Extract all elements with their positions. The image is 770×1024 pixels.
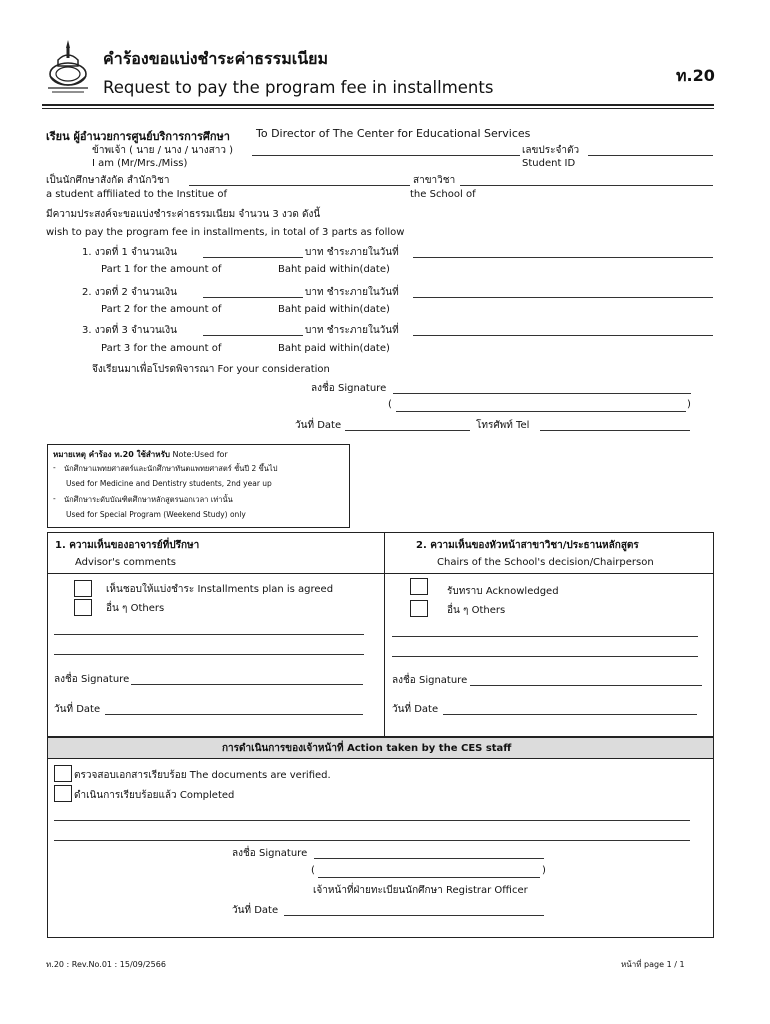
intent-english: wish to pay the program fee in installments, in total of 3 parts as follow [46,227,405,238]
part1-thai: 1. งวดที่ 1 จำนวนเงิน [82,247,177,258]
chair-date-label: วันที่ Date [392,704,439,715]
university-logo [44,36,92,96]
chair-title-english: Chairs of the School's decision/Chairperson [437,557,654,568]
school-label-thai: สาขาวิชา [413,175,456,186]
signature-field[interactable] [393,393,691,394]
staff-paren-close: ) [542,865,546,876]
staff-signature-label: ลงชื่อ Signature [232,848,308,859]
note-item1-english: Used for Medicine and Dentistry students, 2nd year up [66,479,272,488]
student-id-label-thai: เลขประจำตัว [522,145,580,156]
note-bullet-2: - [53,494,56,503]
comments-table-divider [384,532,385,737]
advisor-agreed-checkbox[interactable] [74,580,92,597]
part2-thai: 2. งวดที่ 2 จำนวนเงิน [82,287,177,298]
note-item2-english: Used for Special Program (Weekend Study) only [66,510,246,519]
part2-baht-thai: บาท ชำระภายในวันที่ [305,287,399,298]
note-bullet-1: - [53,463,56,472]
comments-header-line [47,573,714,574]
staff-printed-name-field[interactable] [318,877,540,878]
staff-completed-label: ดำเนินการเรียบร้อยแล้ว Completed [74,790,235,801]
chair-signature-field[interactable] [470,685,702,686]
advisor-date-label: วันที่ Date [54,704,101,715]
staff-paren-open: ( [311,865,315,876]
chair-title-thai: 2. ความเห็นของหัวหน้าสาขาวิชา/ประธานหลักสูตร [416,540,639,551]
note-title-thai: หมายเหตุ คำร้อง ท.20 ใช้สำหรับ [53,450,170,459]
staff-note-line-2[interactable] [54,840,690,841]
advisor-comment-line-1[interactable] [54,634,364,635]
advisor-others-label: อื่น ๆ Others [106,603,165,614]
staff-completed-checkbox[interactable] [54,785,72,802]
part1-date-field[interactable] [413,257,713,258]
header-divider-thin [42,108,714,109]
student-id-field[interactable] [588,155,713,156]
staff-date-field[interactable] [284,915,544,916]
name-field[interactable] [252,155,520,156]
note-title-english: Note:Used for [172,450,228,459]
form-code: ท.20 [676,66,715,85]
staff-title: การดำเนินการของเจ้าหน้าที่ Action taken by the CES staff [222,743,512,754]
chair-comment-line-2[interactable] [392,656,698,657]
title-thai: คำร้องขอแบ่งชำระค่าธรรมเนียม [103,49,329,68]
date-label: วันที่ Date [295,420,342,431]
advisor-comment-line-2[interactable] [54,654,364,655]
part2-english: Part 2 for the amount of [101,304,222,315]
name-label-thai: ข้าพเจ้า ( นาย / นาง / นางสาว ) [92,145,234,156]
part1-baht-thai: บาท ชำระภายในวันที่ [305,247,399,258]
part3-baht-english: Baht paid within(date) [278,343,390,354]
staff-verified-checkbox[interactable] [54,765,72,782]
date-field[interactable] [345,430,470,431]
part1-english: Part 1 for the amount of [101,264,222,275]
signature-label: ลงชื่อ Signature [311,383,387,394]
part3-english: Part 3 for the amount of [101,343,222,354]
part1-baht-english: Baht paid within(date) [278,264,390,275]
part3-date-field[interactable] [413,335,713,336]
staff-verified-label: ตรวจสอบเอกสารเรียบร้อย The documents are verified. [74,770,331,781]
part2-baht-english: Baht paid within(date) [278,304,390,315]
tel-field[interactable] [540,430,690,431]
to-english: To Director of The Center for Educational Services [256,127,531,140]
note-title [53,448,228,461]
advisor-title-thai: 1. ความเห็นของอาจารย์ที่ปรึกษา [55,540,200,551]
part3-thai: 3. งวดที่ 3 จำนวนเงิน [82,325,177,336]
name-paren-close: ) [687,399,691,410]
institute-field[interactable] [189,185,410,186]
name-paren-open: ( [388,399,392,410]
advisor-date-field[interactable] [105,714,363,715]
advisor-signature-label: ลงชื่อ Signature [54,674,130,685]
chair-comment-line-1[interactable] [392,636,698,637]
name-label-english: I am (Mr/Mrs./Miss) [92,158,188,169]
title-english: Request to pay the program fee in installments [103,78,494,97]
chair-acknowledged-label: รับทราบ Acknowledged [447,586,559,597]
header-divider [42,104,714,106]
consideration-text: จึงเรียนมาเพื่อโปรดพิจารณา For your consideration [92,364,330,375]
note-item1-thai: นักศึกษาแพทยศาสตร์และนักศึกษาทันตแพทยศาสตร์ ชั้นปี 2 ขึ้นไป [64,464,278,473]
chair-signature-label: ลงชื่อ Signature [392,675,468,686]
to-thai: เรียน ผู้อำนวยการศูนย์บริการการศึกษา [46,130,230,143]
student-id-label-english: Student ID [522,158,576,169]
note-item2-thai: นักศึกษาระดับบัณฑิตศึกษาหลักสูตรนอกเวลา เท่านั้น [64,495,233,504]
registrar-officer-label: เจ้าหน้าที่ฝ่ายทะเบียนนักศึกษา Registrar Officer [313,885,528,896]
advisor-title-english: Advisor's comments [75,557,177,568]
part2-date-field[interactable] [413,297,713,298]
affiliated-label-english: a student affiliated to the Institue of [46,189,228,200]
printed-name-field[interactable] [396,411,686,412]
advisor-agreed-label: เห็นชอบให้แบ่งชำระ Installments plan is agreed [106,584,334,595]
chair-date-field[interactable] [443,714,697,715]
affiliated-label-thai: เป็นนักศึกษาสังกัด สำนักวิชา [46,175,170,186]
advisor-signature-field[interactable] [131,684,363,685]
part3-baht-thai: บาท ชำระภายในวันที่ [305,325,399,336]
intent-thai: มีความประสงค์จะขอแบ่งชำระค่าธรรมเนียม จำนวน 3 งวด ดังนี้ [46,209,321,220]
part2-amount-field[interactable] [203,297,303,298]
footer-page: หน้าที่ page 1 / 1 [621,960,685,969]
chair-others-label: อื่น ๆ Others [447,605,506,616]
school-label-english: the School of [410,189,476,200]
footer-revision: ท.20 : Rev.No.01 : 15/09/2566 [46,960,166,969]
advisor-others-checkbox[interactable] [74,599,92,616]
part1-amount-field[interactable] [203,257,303,258]
staff-header-line [47,758,714,759]
tel-label: โทรศัพท์ Tel [476,420,530,431]
chair-acknowledged-checkbox[interactable] [410,578,428,595]
chair-others-checkbox[interactable] [410,600,428,617]
staff-signature-field[interactable] [314,858,544,859]
school-field[interactable] [460,185,713,186]
staff-date-label: วันที่ Date [232,905,279,916]
staff-note-line-1[interactable] [54,820,690,821]
part3-amount-field[interactable] [203,335,303,336]
